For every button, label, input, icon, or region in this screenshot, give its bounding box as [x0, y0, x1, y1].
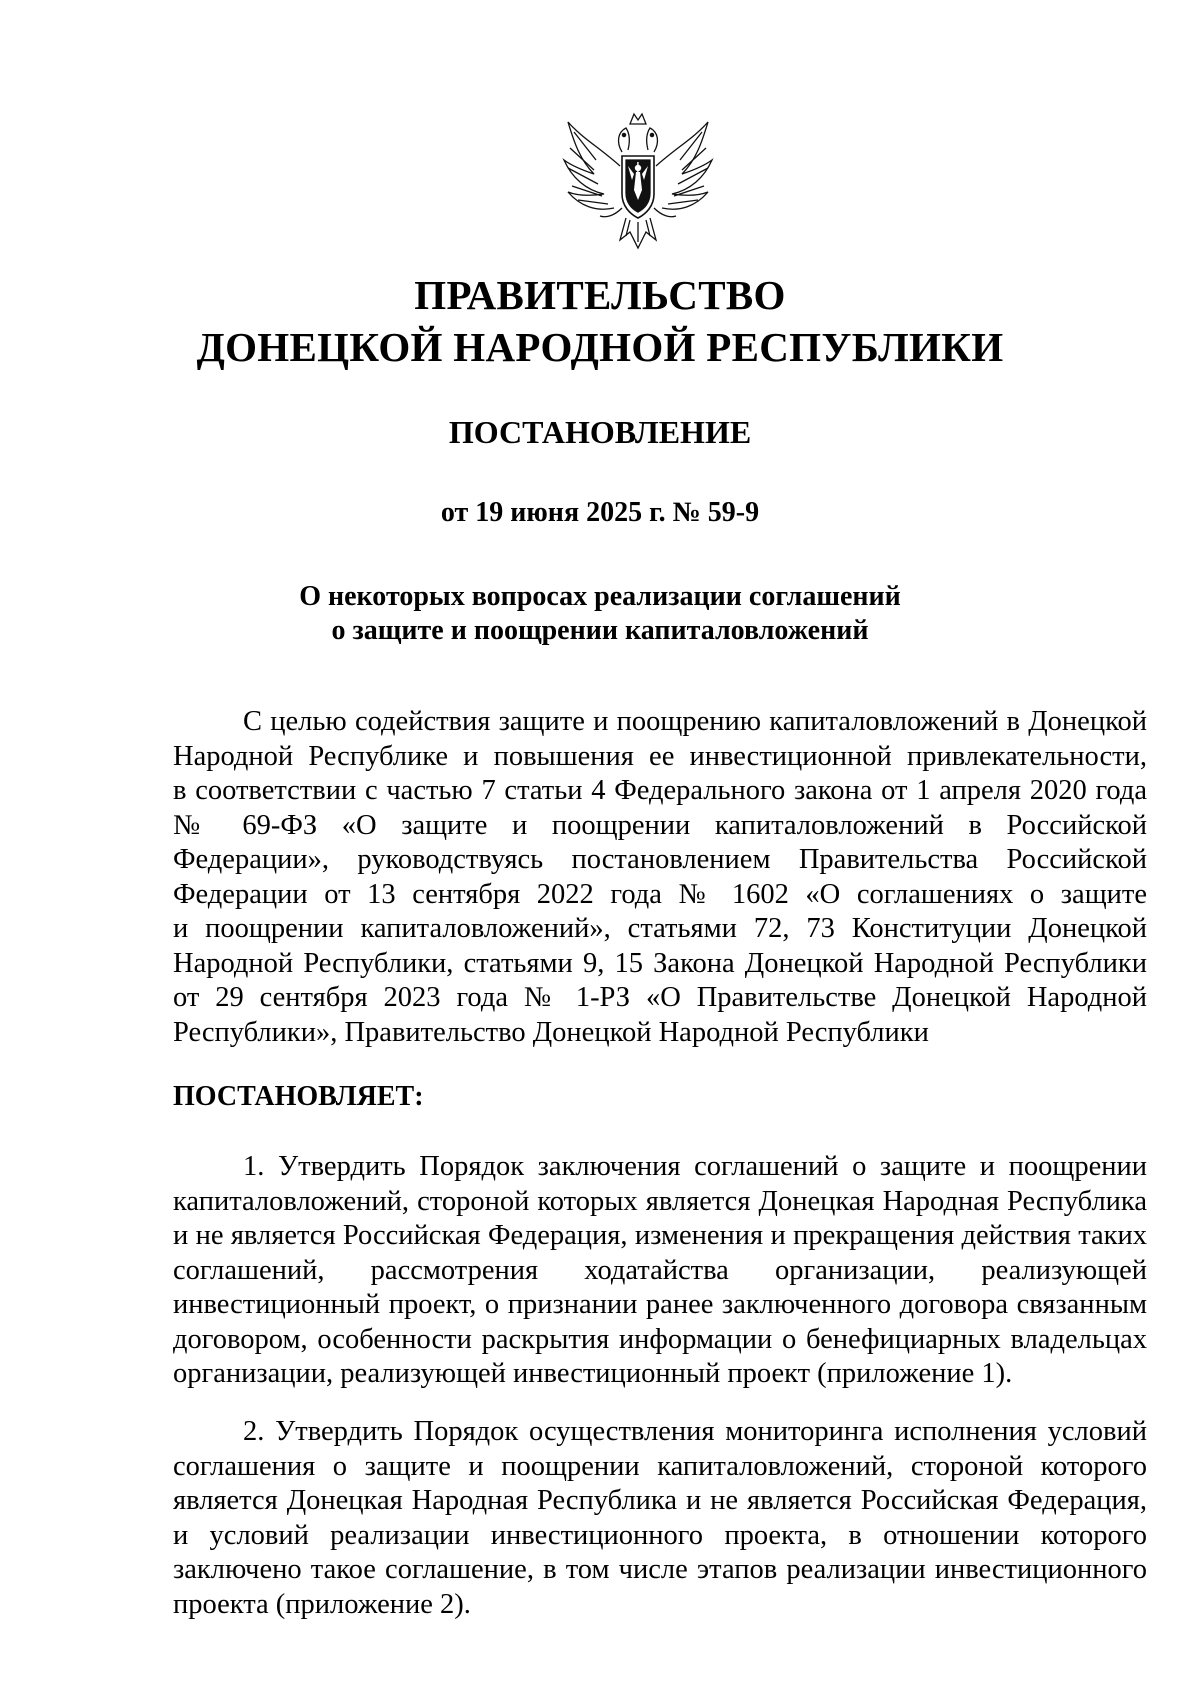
preamble-line: Республики», Правительство Донецкой Народной Республики: [173, 1016, 929, 1048]
preamble-line: и поощрении капиталовложений», статьями 72, 73 Конституции Донецкой: [173, 913, 1147, 944]
preamble-paragraph: [173, 705, 1147, 1050]
organization-title-line-1: ПРАВИТЕЛЬСТВО: [414, 272, 786, 318]
clause-1-line: и не является Российская Федерация, изменения и прекращения действия таких: [173, 1220, 1147, 1251]
clause-2-line: и условий реализации инвестиционного проекта, в отношении которого: [173, 1519, 1147, 1551]
clause-1-line: договором, особенности раскрытия информации о бенефициарных владельцах: [173, 1323, 1147, 1355]
document-type: ПОСТАНОВЛЕНИЕ: [448, 414, 752, 450]
double-headed-eagle-coat-of-arms-icon: [560, 108, 716, 258]
document-date-number: от 19 июня 2025 г. № 59-9: [440, 497, 760, 528]
preamble-line: Федерации», руководствуясь постановлением Правительства Российской: [173, 844, 1147, 875]
clause-1-line: капиталовложений, стороной которых является Донецкая Народная Республика: [173, 1185, 1147, 1217]
organization-title-line-2: ДОНЕЦКОЙ НАРОДНОЙ РЕСПУБЛИКИ: [196, 324, 1004, 370]
subject-line-1: О некоторых вопросах реализации соглашений: [299, 581, 901, 612]
clause-1-line: 1. Утвердить Порядок заключения соглашений о защите и поощрении: [243, 1151, 1147, 1182]
preamble-line: Народной Республике и повышения ее инвестиционной привлекательности,: [173, 740, 1147, 772]
document-subject: [0, 580, 1200, 648]
preamble-line: С целью содействия защите и поощрению капиталовложений в Донецкой: [243, 706, 1147, 737]
preamble-line: № 69-ФЗ «О защите и поощрении капиталовложений в Российской: [173, 809, 1147, 841]
clause-2-line: проекта (приложение 2).: [173, 1588, 471, 1620]
clause-2-line: соглашения о защите и поощрении капиталовложений, стороной которого: [173, 1450, 1147, 1482]
clause-2-line: заключено такое соглашение, в том числе этапов реализации инвестиционного: [173, 1554, 1147, 1585]
decree-heading: ПОСТАНОВЛЯЕТ:: [173, 1081, 424, 1112]
preamble-line: Народной Республики, статьями 9, 15 Закона Донецкой Народной Республики: [173, 947, 1147, 979]
clause-1-paragraph: [173, 1150, 1147, 1392]
clause-2-paragraph: [173, 1415, 1147, 1622]
preamble-line: от 29 сентября 2023 года № 1-РЗ «О Правительстве Донецкой Народной: [173, 982, 1147, 1013]
subject-line-2: о защите и поощрении капиталовложений: [331, 615, 869, 646]
clause-1-line: соглашений, рассмотрения ходатайства организации, реализующей: [173, 1254, 1147, 1286]
clause-1-line: организации, реализующей инвестиционный проект (приложение 1).: [173, 1358, 1013, 1389]
clause-2-line: является Донецкая Народная Республика и не является Российская Федерация,: [173, 1485, 1147, 1516]
clause-2-line: 2. Утвердить Порядок осуществления мониторинга исполнения условий: [243, 1416, 1147, 1447]
preamble-line: в соответствии с частью 7 статьи 4 Федерального закона от 1 апреля 2020 года: [173, 775, 1147, 806]
preamble-line: Федерации от 13 сентября 2022 года № 1602 «О соглашениях о защите: [173, 878, 1147, 910]
clause-1-line: инвестиционный проект, о признании ранее заключенного договора связанным: [173, 1289, 1147, 1320]
